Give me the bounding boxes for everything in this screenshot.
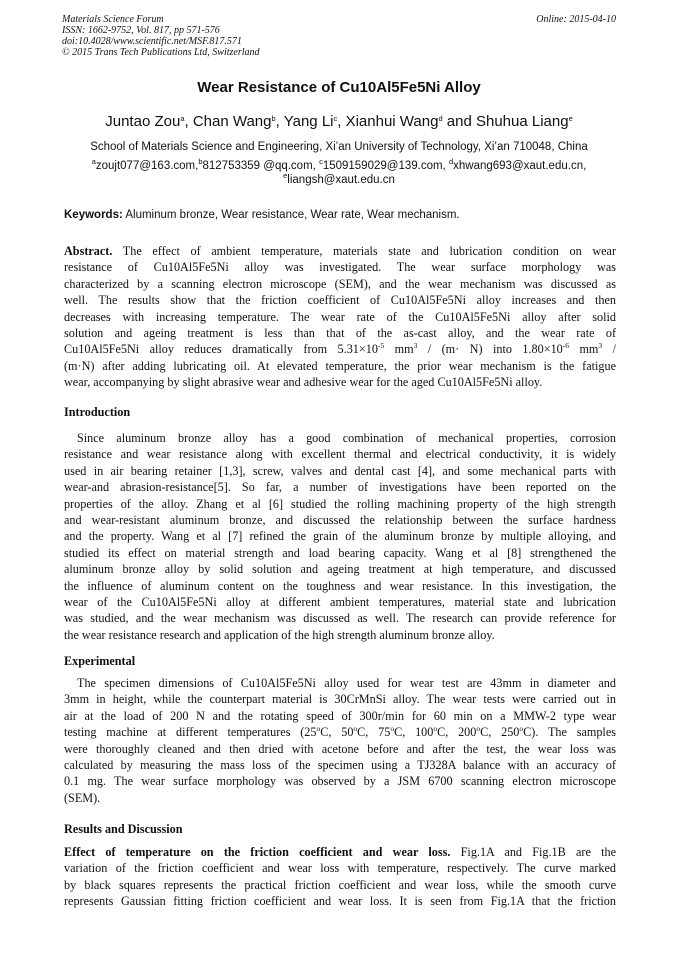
author-list	[0, 113, 678, 130]
body-line: by black squares represents the practical friction coefficient and wear loss, while the smooth curve	[64, 877, 616, 892]
temperatures-line: testing machine at different temperatures (25$^o$C, 50$^o$C, 75$^o$C, 100$^o$C, 200$^o$C, 250$^o$C). The samples	[64, 724, 616, 740]
email-link[interactable]: liangsh@xaut.edu.cn	[287, 174, 395, 186]
body-line: the influence of aluminum content on the toughness and wear resistance. In this investigation, the	[64, 578, 616, 593]
section-heading-introduction: Introduction	[64, 405, 131, 419]
introduction-body	[64, 430, 616, 643]
section-heading-results: Results and Discussion	[64, 822, 183, 836]
body-line: was studied, and the wear mechanism was discussed as well. The research can provide reference for	[64, 611, 616, 626]
body-line: represents Gaussian fitting friction coefficient and wear loss. It is seen from Fig.1A that the friction	[64, 894, 616, 909]
abstract-line: characterized by a scanning electron microscope (SEM), and the wear mechanism was discussed as	[64, 276, 616, 291]
journal-name: Materials Science Forum	[62, 14, 164, 25]
email-list: $^a$zoujt077@163.com,$^b$812753359 @qq.com, $^c$1509159029@139.com, $^d$xhwang693@xaut.edu.cn, $^e$liangsh@xaut.edu.cn	[91, 157, 587, 186]
author: Juntao Zou$^a$,	[105, 113, 193, 130]
body-line: The specimen dimensions of Cu10Al5Fe5Ni alloy used for wear test are 43mm in diameter and	[77, 676, 616, 690]
body-line: used in air bearing retainer [1,3], screw, valves and dental cast [4], and some mechanical parts with	[64, 463, 616, 478]
body-line: and wear-resistant aluminum bronze, and discussed the relationship between the surface hardness	[64, 513, 616, 528]
abstract-line: decreases with increasing temperature. The wear rate of the Cu10Al5Fe5Ni alloy after solid	[64, 309, 616, 324]
body-line: calculated by measuring the mass loss of the specimen using a TJ328A balance with an accuracy of	[64, 758, 616, 773]
author: Yang Li$^c$,	[283, 113, 346, 130]
abstract-line: wear, accompanying by slight abrasive wear and adhesive wear for the aged Cu10Al5Fe5Ni alloy.	[64, 375, 543, 390]
body-line: 3mm in height, while the counterpart material is 30CrMnSi alloy. The wear tests were carried out in	[64, 692, 616, 707]
body-line: aluminum bronze alloy by solid solution and ageing treatment at high temperature, and discussed	[64, 562, 616, 577]
results-body	[64, 844, 616, 910]
abstract-line: resistance of Cu10Al5Fe5Ni alloy was investigated. The wear surface morphology was	[64, 260, 616, 275]
body-line: and the property. Wang et al [7] refined the grain of the aluminum bronze by multiple alloying, and	[64, 529, 616, 544]
abstract	[64, 243, 616, 391]
author: Xianhui Wang$^d$ and	[345, 113, 476, 130]
abstract-equation-line: Cu10Al5Fe5Ni alloy reduces dramatically from $5.31\times 10^{-5}$ $mm^3 / (m\cdot N)$ into $1.80\times 10^{-6}$ $mm^3$ /	[64, 341, 616, 357]
body-line: wear-and abrasion-resistance[5]. So far, a number of investigations have been reported on the	[64, 480, 616, 495]
body-line: (SEM).	[64, 790, 101, 805]
keywords-text: Aluminum bronze, Wear resistance, Wear rate, Wear mechanism.	[122, 209, 460, 221]
body-line: 0.1 mg. The wear surface morphology was observed by a JSM 6700 scanning electron microscope	[64, 774, 616, 789]
email-link[interactable]: xhwang693@xaut.edu.cn,	[453, 160, 587, 172]
body-line: were thoroughly cleaned and then dried with acetone before and after the test, the wear loss was	[64, 741, 616, 756]
keywords-label: Keywords:	[64, 209, 123, 221]
body-line: wear of the Cu10Al5Fe5Ni alloy at different ambient temperatures, material state and lubrication	[64, 595, 616, 610]
online-date: Online: 2015-04-10	[536, 14, 616, 25]
abstract-line: well. The results show that the friction coefficient of Cu10Al5Fe5Ni alloy increases and then	[64, 293, 616, 308]
body-line: air at the load of 200 N and the rotating speed of 300r/min for 60 min on a MMW-2 type wear	[64, 708, 616, 723]
doi-line: doi:10.4028/www.scientific.net/MSF.817.571	[62, 36, 242, 47]
keywords	[64, 209, 460, 221]
body-line: the wear resistance research and application of the high strength aluminum bronze alloy.	[64, 627, 495, 642]
experimental-body	[64, 675, 616, 806]
paper-title: Wear Resistance of Cu10Al5Fe5Ni Alloy	[197, 79, 481, 96]
author: Chan Wang$^b$,	[192, 113, 284, 130]
body-line: Since aluminum bronze alloy has a good combination of mechanical properties, corrosion	[77, 431, 616, 445]
email-link[interactable]: zoujt077@163.com,	[95, 160, 199, 172]
email-link[interactable]: 1509159029@139.com,	[322, 160, 449, 172]
section-heading-experimental: Experimental	[64, 654, 136, 668]
body-line: properties of the alloy. Zhang et al [6] studied the rolling machining property of the high strength	[64, 496, 616, 511]
email-link[interactable]: 812753359 @qq.com,	[202, 160, 320, 172]
results-subheading: Effect of temperature on the friction coefficient and wear loss.	[64, 845, 451, 859]
abstract-line: solution and ageing treatment is less than that of the as-cast alloy, and the wear rate of	[64, 326, 616, 341]
body-line: variation of the friction coefficient and wear loss with temperature, respectively. The curve marked	[64, 861, 616, 876]
body-line: Effect of temperature on the friction coefficient and wear loss. Fig.1A and Fig.1B are the	[64, 845, 616, 859]
abstract-line: Abstract. The effect of ambient temperature, materials state and lubrication condition on wear	[64, 244, 616, 258]
affiliation: School of Materials Science and Engineering, Xi’an University of Technology, Xi’an 710048, China	[90, 141, 588, 153]
author: Shuhua Liang$^e$	[475, 113, 573, 130]
running-header	[62, 14, 616, 58]
abstract-line: (m·N) after adding lubricating oil. At elevated temperature, the prior wear mechanism is the fatigue	[64, 358, 616, 373]
issn-line: ISSN: 1662-9752, Vol. 817, pp 571-576	[62, 25, 220, 36]
copyright-line: © 2015 Trans Tech Publications Ltd, Switzerland	[62, 47, 260, 58]
body-line: studied its effect on material strength and load bearing capacity. Wang et al [8] strengthened the	[64, 545, 616, 560]
body-line: resistance and wear resistance along with excellent thermal and electrical conductivity, it is widely	[64, 447, 616, 462]
